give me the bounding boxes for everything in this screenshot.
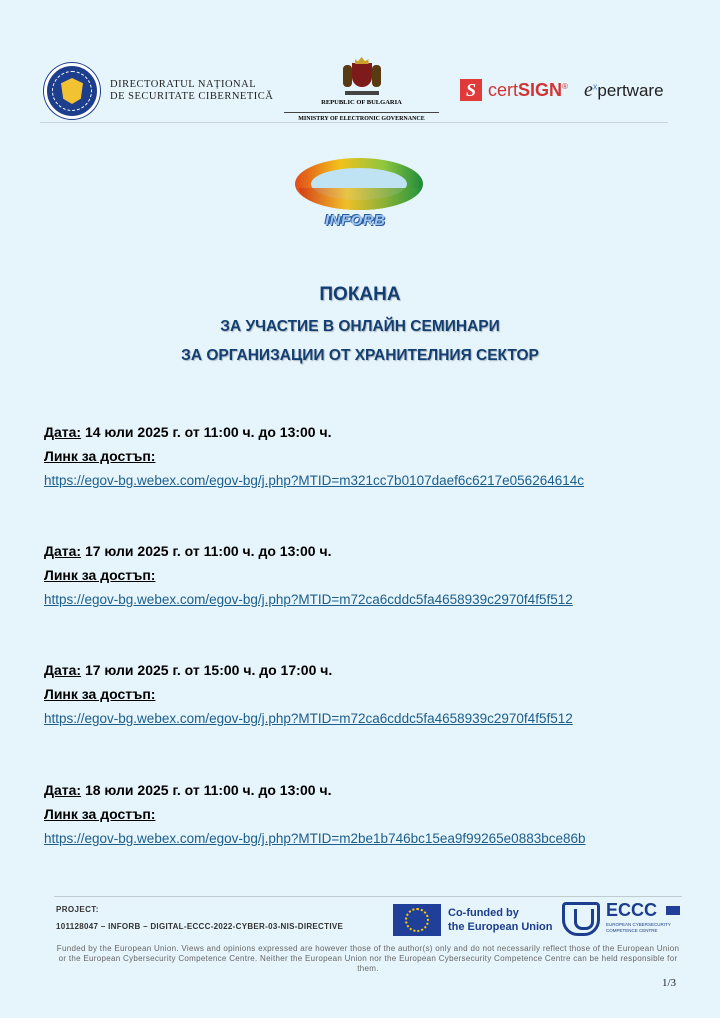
dnsc-name: DIRECTORATUL NAȚIONAL DE SECURITATE CIBERNETICĂ — [110, 79, 274, 102]
link-label: Линк за достъп: — [44, 686, 156, 702]
session-link[interactable]: https://egov-bg.webex.com/egov-bg/j.php?MTID=m72ca6cddc5fa4658939c2970f4f5f512 — [44, 711, 573, 726]
bulgaria-ministry-logo: REPUBLIC OF BULGARIA MINISTRY OF ELECTRONIC GOVERNANCE — [284, 55, 439, 122]
date-label: Дата: — [44, 782, 82, 798]
session-link[interactable]: https://egov-bg.webex.com/egov-bg/j.php?MTID=m72ca6cddc5fa4658939c2970f4f5f512 — [44, 592, 573, 607]
date-label: Дата: — [44, 424, 82, 440]
link-label: Линк за достъп: — [44, 806, 156, 822]
session-block — [44, 659, 664, 731]
eu-cofunded-logo: Co-funded by the European Union — [393, 904, 553, 936]
session-block — [44, 540, 664, 612]
eu-disclaimer: Funded by the European Union. Views and opinions expressed are however those of the author(s) only and do not necessarily reflect those of the European Union or the European Cybersecurity Competence Centre. Neither the European Union nor the European Cybersecurity Competence Centre can be held responsible for them. — [56, 944, 680, 973]
dnsc-logo — [44, 63, 273, 119]
date-label: Дата: — [44, 662, 82, 678]
subtitle-line-2: ЗА ОРГАНИЗАЦИИ ОТ ХРАНИТЕЛНИЯ СЕКТОР — [181, 347, 539, 364]
project-value: 101128047 – INFORB – DIGITAL-ECCC-2022-CYBER-03-NIS-DIRECTIVE — [56, 922, 344, 931]
session-link[interactable]: https://egov-bg.webex.com/egov-bg/j.php?MTID=m321cc7b0107daef6c6217e056264614c — [44, 473, 584, 488]
session-link[interactable]: https://egov-bg.webex.com/egov-bg/j.php?MTID=m2be1b746bc15ea9f99265e0883bce86b — [44, 831, 586, 846]
link-label: Линк за достъп: — [44, 448, 156, 464]
session-block — [44, 779, 664, 851]
session-block — [44, 421, 664, 493]
header-logos — [40, 55, 680, 125]
session-date: 17 юли 2025 г. от 15:00 ч. до 17:00 ч. — [81, 662, 333, 678]
header-divider — [40, 122, 668, 123]
subtitle-line-1: ЗА УЧАСТИЕ В ОНЛАЙН СЕМИНАРИ — [220, 318, 500, 335]
inforb-logo-text: INFORB — [325, 212, 386, 229]
eu-flag-icon — [393, 904, 441, 936]
eu-flag-icon — [666, 906, 680, 915]
certsign-s-icon: S — [460, 79, 482, 101]
page-title: ПОКАНА — [319, 284, 401, 305]
project-label: PROJECT: — [56, 905, 99, 914]
inforb-logo — [295, 150, 427, 234]
session-date: 18 юли 2025 г. от 11:00 ч. до 13:00 ч. — [81, 782, 332, 798]
session-date: 17 юли 2025 г. от 11:00 ч. до 13:00 ч. — [81, 543, 332, 559]
session-date: 14 юли 2025 г. от 11:00 ч. до 13:00 ч. — [81, 424, 332, 440]
page-number: 1/3 — [661, 977, 676, 989]
link-label: Линк за достъп: — [44, 567, 156, 583]
bulgarian-coat-of-arms-icon — [341, 55, 383, 95]
footer-divider — [54, 896, 682, 897]
certsign-logo: S certSIGN® — [460, 79, 568, 101]
date-label: Дата: — [44, 543, 82, 559]
expertware-logo: $e^xpertware$ — [584, 79, 664, 101]
eccc-shield-icon — [562, 902, 600, 936]
romanian-government-seal-icon — [44, 63, 100, 119]
